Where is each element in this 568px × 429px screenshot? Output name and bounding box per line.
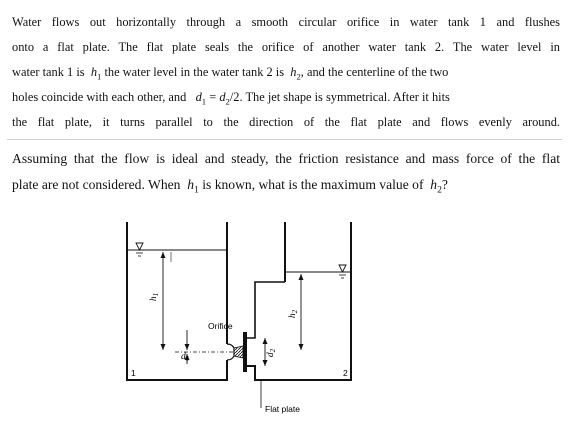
p1-l3-text-b: the water level in the water tank 2 is (101, 64, 285, 79)
d2-symbol: d (219, 89, 226, 104)
tank2-label: 2 (343, 368, 348, 378)
d2-subscript: 2 (225, 96, 230, 107)
p2-line-1: Assuming that the flow is ideal and steady, the friction resistance and mass force of the flat (12, 151, 560, 166)
section-divider (7, 139, 562, 140)
d1-subscript: 1 (201, 96, 207, 107)
h1-subscript-2: 1 (194, 185, 199, 196)
equals-sign: = (206, 89, 220, 104)
p1-l4-text-a: holes coincide with each other, and (12, 89, 187, 104)
d2-arrow-top (263, 338, 268, 344)
tank2-nozzle-lower (247, 222, 351, 380)
h2-symbol: h (290, 64, 297, 79)
tank-diagram (115, 212, 375, 424)
d2-label: $d_2$ (266, 348, 277, 358)
p1-l3-text-a: water tank 1 is (12, 64, 85, 79)
p1-line-2: onto a flat plate. The flat plate seals the orifice of another water tank 2. The water level in (12, 39, 560, 54)
tank2-nozzle (247, 282, 285, 338)
p2-l2-text-c: ? (441, 177, 448, 192)
problem-paragraph-1 (12, 10, 560, 135)
orifice-label: Orifice (208, 321, 233, 331)
p2-l2-text-b: is known, what is the maximum value of (198, 177, 424, 192)
d1-symbol: d (195, 89, 202, 104)
d1-label: $d_1$ (181, 352, 190, 363)
water-jet (234, 346, 243, 358)
p1-line-1: Water flows out horizontally through a smooth circular orifice in water tank 1 and flushes (12, 15, 560, 29)
h2-arrow-bottom (299, 344, 304, 350)
h1-subscript: 1 (97, 71, 102, 82)
problem-paragraph-2 (12, 146, 560, 198)
p2-line-2 (12, 172, 560, 198)
tank1-level-marker (136, 243, 143, 250)
d1-arrow (185, 344, 190, 350)
h1-label: $h_1$ (149, 292, 160, 302)
h2-subscript: 2 (296, 71, 301, 82)
h1-symbol-2: h (187, 177, 195, 192)
p2-l2-text-a: plate are not considered. When (12, 177, 181, 192)
h2-label: $h_2$ (288, 309, 299, 319)
h2-symbol-2: h (430, 177, 438, 192)
tank2-level-marker (339, 265, 346, 272)
p1-line-5: the flat plate, it turns parallel to the direction of the flat plate and flows evenly around. (12, 114, 560, 129)
flat-plate (243, 332, 247, 372)
h1-symbol: h (90, 64, 98, 79)
h1-arrow-bottom (161, 344, 166, 350)
p1-line-4 (12, 85, 560, 110)
p1-l4-text-b: /2. The jet shape is symmetrical. After it hits (229, 89, 450, 104)
d2-arrow-bottom (263, 360, 268, 366)
p1-l3-text-c: , and the centerline of the two (300, 64, 449, 79)
h2-subscript-2: 2 (437, 185, 442, 196)
h1-arrow-top (161, 252, 166, 258)
h2-arrow-top (299, 274, 304, 280)
flat-plate-label: Flat plate (265, 404, 300, 414)
tank1-label: 1 (131, 368, 136, 378)
p1-line-3 (12, 60, 560, 85)
